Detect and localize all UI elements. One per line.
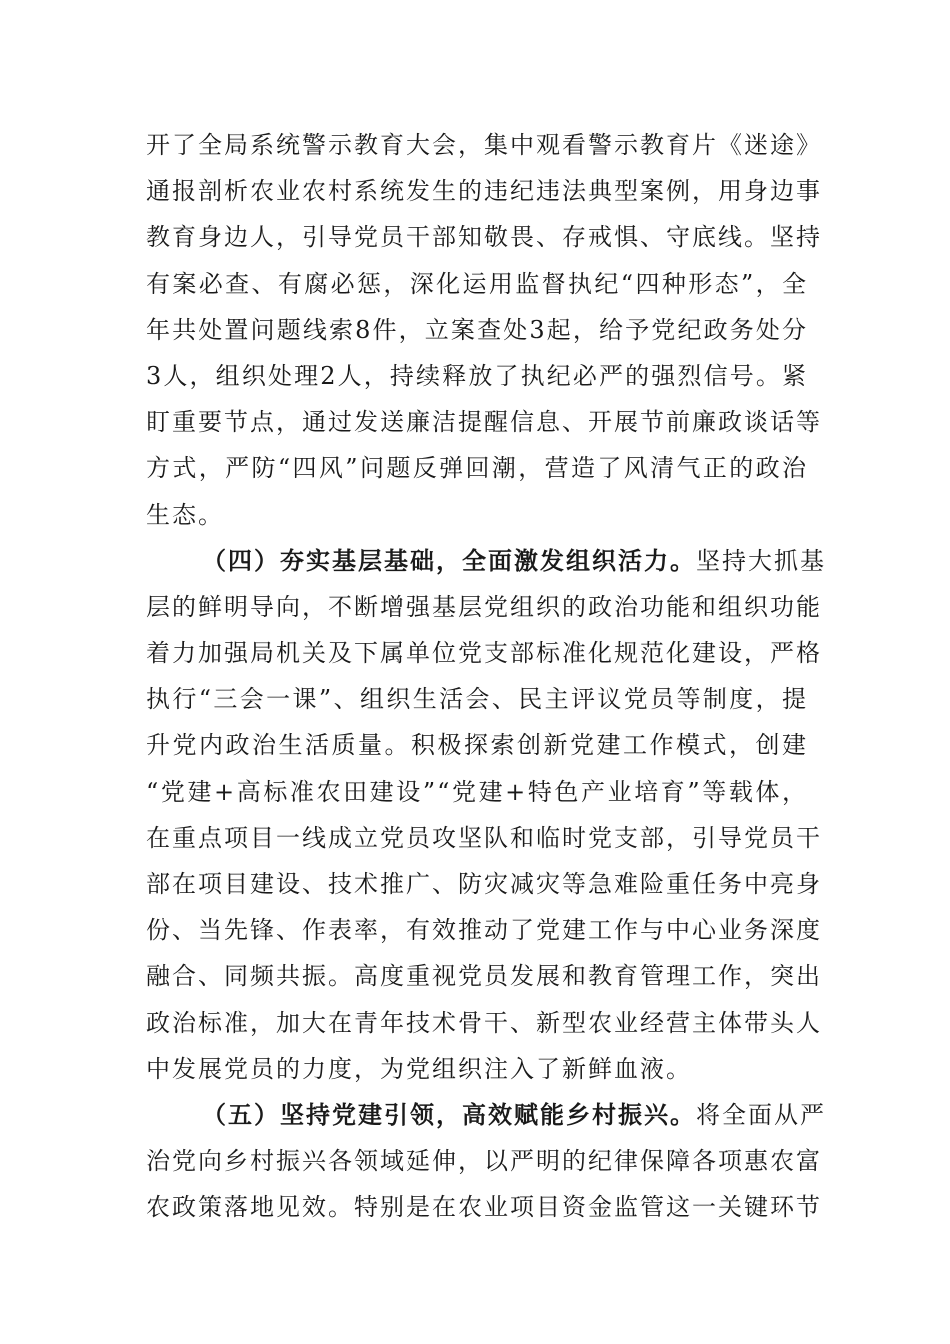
paragraph-section-four (146, 538, 826, 1092)
section-heading-line (146, 1092, 826, 1138)
text-line: 3人，组织处理2人，持续释放了执纪必严的强烈信号。紧 (146, 361, 808, 390)
text-line: 有案必查、有腐必惩，深化运用监督执纪“四种形态”，全 (146, 269, 808, 298)
text-line: 教育身边人，引导党员干部知敬畏、存戒惧、守底线。坚持 (146, 223, 822, 252)
text-line: 在重点项目一线成立党员攻坚队和临时党支部，引导党员干 (146, 823, 822, 852)
text-line: 农政策落地见效。特别是在农业项目资金监管这一关键环节 (146, 1193, 822, 1222)
text-line: 开了全局系统警示教育大会，集中观看警示教育片《迷途》 (146, 131, 822, 159)
text-line: 盯重要节点，通过发送廉洁提醒信息、开展节前廉政谈话等 (146, 408, 822, 437)
text-line: 年共处置问题线索8件，立案查处3起，给予党纪政务处分 (146, 315, 808, 344)
paragraph-continued (146, 122, 822, 538)
text-line: 方式，严防“四风”问题反弹回潮，营造了风清气正的政治 (146, 454, 808, 483)
text-line: 中发展党员的力度，为党组织注入了新鲜血液。 (146, 1054, 692, 1083)
text-line: 融合、同频共振。高度重视党员发展和教育管理工作，突出 (146, 962, 822, 991)
paragraph-section-five (146, 1092, 826, 1231)
text-line: 政治标准，加大在青年技术骨干、新型农业经营主体带头人 (146, 1008, 822, 1037)
text-line: 升党内政治生活质量。积极探索创新党建工作模式，创建 (146, 731, 808, 760)
text-line: 层的鲜明导向，不断增强基层党组织的政治功能和组织功能 (146, 592, 822, 621)
text-fragment: 将全面从严 (696, 1100, 826, 1129)
text-line: 着力加强局机关及下属单位党支部标准化规范化建设，严格 (146, 639, 822, 668)
section-heading-line (146, 538, 826, 584)
section-five-heading: （五）坚持党建引领，高效赋能乡村振兴。 (202, 1099, 696, 1129)
text-line: 治党向乡村振兴各领域延伸，以严明的纪律保障各项惠农富 (146, 1147, 822, 1176)
text-line: 部在项目建设、技术推广、防灾减灾等急难险重任务中亮身 (146, 870, 822, 898)
text-line: 执行“三会一课”、组织生活会、民主评议党员等制度，提 (146, 685, 808, 714)
body-text (146, 122, 826, 1231)
section-four-heading: （四）夯实基层基础，全面激发组织活力。 (202, 545, 696, 575)
text-fragment: 坚持大抓基 (696, 546, 826, 575)
text-line: “党建+高标准农田建设”“党建+特色产业培育”等载体， (146, 777, 808, 806)
text-line: 通报剖析农业农村系统发生的违纪违法典型案例，用身边事 (146, 177, 822, 206)
text-line: 生态。 (146, 500, 224, 529)
text-line: 份、当先锋、作表率，有效推动了党建工作与中心业务深度 (146, 916, 822, 945)
